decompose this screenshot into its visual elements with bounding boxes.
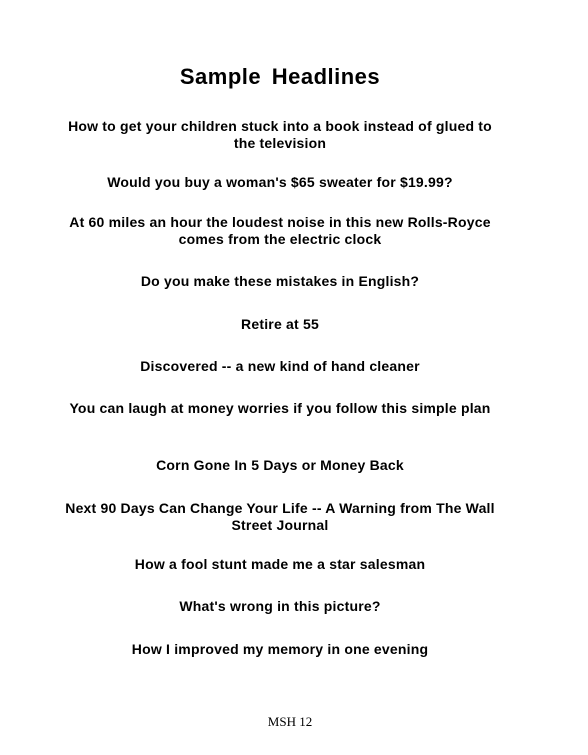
headline-item: How a fool stunt made me a star salesman <box>134 556 426 572</box>
headline-item: Discovered -- a new kind of hand cleaner <box>140 358 420 374</box>
headline-item: Corn Gone In 5 Days or Money Back <box>156 457 404 473</box>
headline-item: At 60 miles an hour the loudest noise in this new Rolls-Royce comes from the electric clock <box>69 214 491 247</box>
headline-item: Next 90 Days Can Change Your Life -- A Warning from The Wall Street Journal <box>65 500 495 533</box>
headline-item: Retire at 55 <box>241 316 319 332</box>
page-footer-code: MSH 12 <box>267 714 313 729</box>
headline-item: How I improved my memory in one evening <box>131 641 429 657</box>
page-title: Sample Headlines <box>179 64 381 89</box>
headline-item: Would you buy a woman's $65 sweater for $19.99? <box>107 174 453 190</box>
headline-item: What's wrong in this picture? <box>179 598 381 614</box>
headline-item: How to get your children stuck into a book instead of glued to the television <box>68 118 492 151</box>
headline-item: Do you make these mistakes in English? <box>140 273 420 289</box>
headline-item: You can laugh at money worries if you follow this simple plan <box>69 400 491 416</box>
